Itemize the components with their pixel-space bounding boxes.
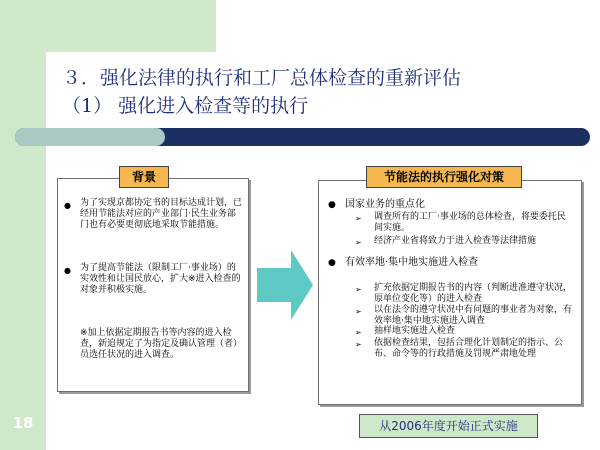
arrow-bullet-icon: ➢ [355, 307, 362, 316]
measures-item-1-2: 经济产业省将致力于进入检查等法律措施 [374, 236, 537, 246]
measures-item-2-1: 扩充依据定期报告书的内容（判断进准遵守状况，原单位变化等）的进入检查 [374, 283, 573, 304]
slide-title [62, 64, 582, 120]
title-line-1: ３．强化法律的执行和工厂总体检查的重新评估 [62, 67, 462, 89]
bullet-icon: ● [328, 200, 336, 210]
measures-item-2-3: 抽样地实施进入检查 [374, 326, 456, 336]
background-bullet-2: 为了提高节能法（限制工厂·事业场）的实效性和让国民放心，扩大※进入检查的对象并积极实施。 [80, 263, 241, 295]
measures-panel-header: 节能法的执行强化对策 [366, 166, 522, 188]
bullet-icon: ● [64, 201, 71, 210]
measures-group-1-title: 国家业务的重点化 [345, 199, 425, 210]
bullet-icon: ● [64, 266, 71, 275]
arrow-bullet-icon: ➢ [355, 238, 362, 247]
top-decorative-band [46, 0, 216, 52]
arrow-bullet-icon: ➢ [355, 328, 362, 337]
implementation-note: 从2006年度开始正式实施 [359, 414, 538, 438]
measures-item-2-2: 以在法令的遵守状况中有问题的事业者为对象，有效率地·集中地实施进入调查 [374, 305, 573, 326]
arrow-bullet-icon: ➢ [355, 214, 362, 223]
title-line-2: （1） 强化进入检查等的执行 [62, 95, 309, 117]
measures-item-1-1: 调查所有的工厂·事业场的总体检查，将要委托民间实施。 [374, 212, 566, 233]
left-decorative-strip [0, 0, 46, 450]
background-note: ※加上依据定期报告书等内容的进入检查，新追规定了为指定及确认管理（者）员选任状况的进入调查。 [80, 328, 243, 360]
bullet-icon: ● [328, 258, 336, 268]
measures-item-2-4: 依据检查结果，包括合理化计划制定的指示、公布、命令等的行政措施及罚规严肃地处理 [374, 338, 564, 359]
background-panel-header: 背景 [119, 166, 169, 188]
measures-group-2-title: 有效率地·集中地实施进入检查 [345, 257, 479, 268]
arrow-bullet-icon: ➢ [355, 285, 362, 294]
title-divider-bar [15, 128, 590, 146]
arrow-bullet-icon: ➢ [355, 340, 362, 349]
right-arrow-icon [257, 250, 313, 320]
background-bullet-1: 为了实现京都协定书的目标达成计划，已经用节能法对应的产业部门·民生业务部门也有必要更彻底地采取节能措施。 [80, 198, 243, 230]
page-number: 18 [12, 414, 34, 432]
